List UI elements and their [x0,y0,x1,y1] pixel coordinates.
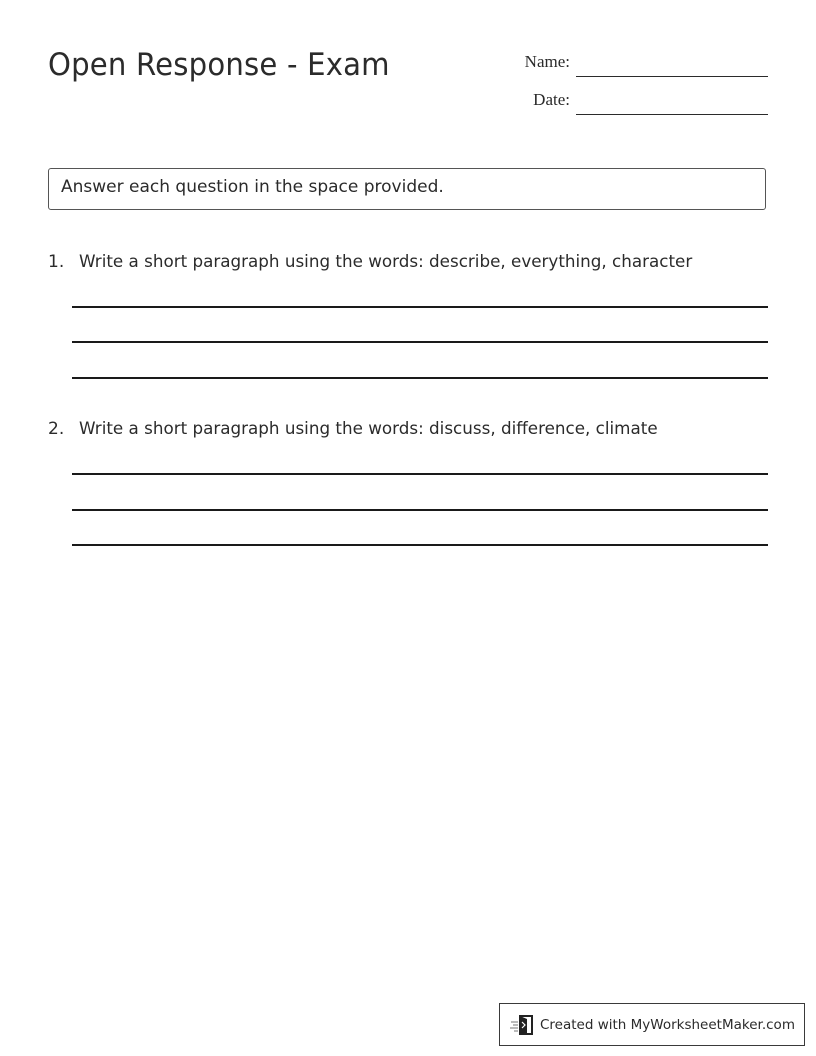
question-number: 2. [48,419,65,439]
question-text: Write a short paragraph using the words: describe, everything, character [79,252,693,272]
name-blank-line [576,76,768,77]
name-field [500,50,768,80]
date-label: Date: [533,90,570,109]
question-number: 1. [48,252,65,272]
answer-line [72,341,768,343]
answer-line [72,473,768,475]
footer-credit-badge[interactable] [499,1003,805,1046]
answer-line [72,509,768,511]
answer-line [72,306,768,308]
date-field [500,88,768,118]
date-blank-line [576,114,768,115]
answer-line [72,544,768,546]
name-label: Name: [524,52,570,71]
myworksheetmaker-logo-icon [510,1014,534,1036]
question-text: Write a short paragraph using the words: discuss, difference, climate [79,419,658,439]
page-title: Open Response - Exam [48,47,390,83]
instructions-box: Answer each question in the space provided. [48,168,766,210]
footer-credit-text: Created with MyWorksheetMaker.com [540,1016,795,1033]
answer-line [72,377,768,379]
